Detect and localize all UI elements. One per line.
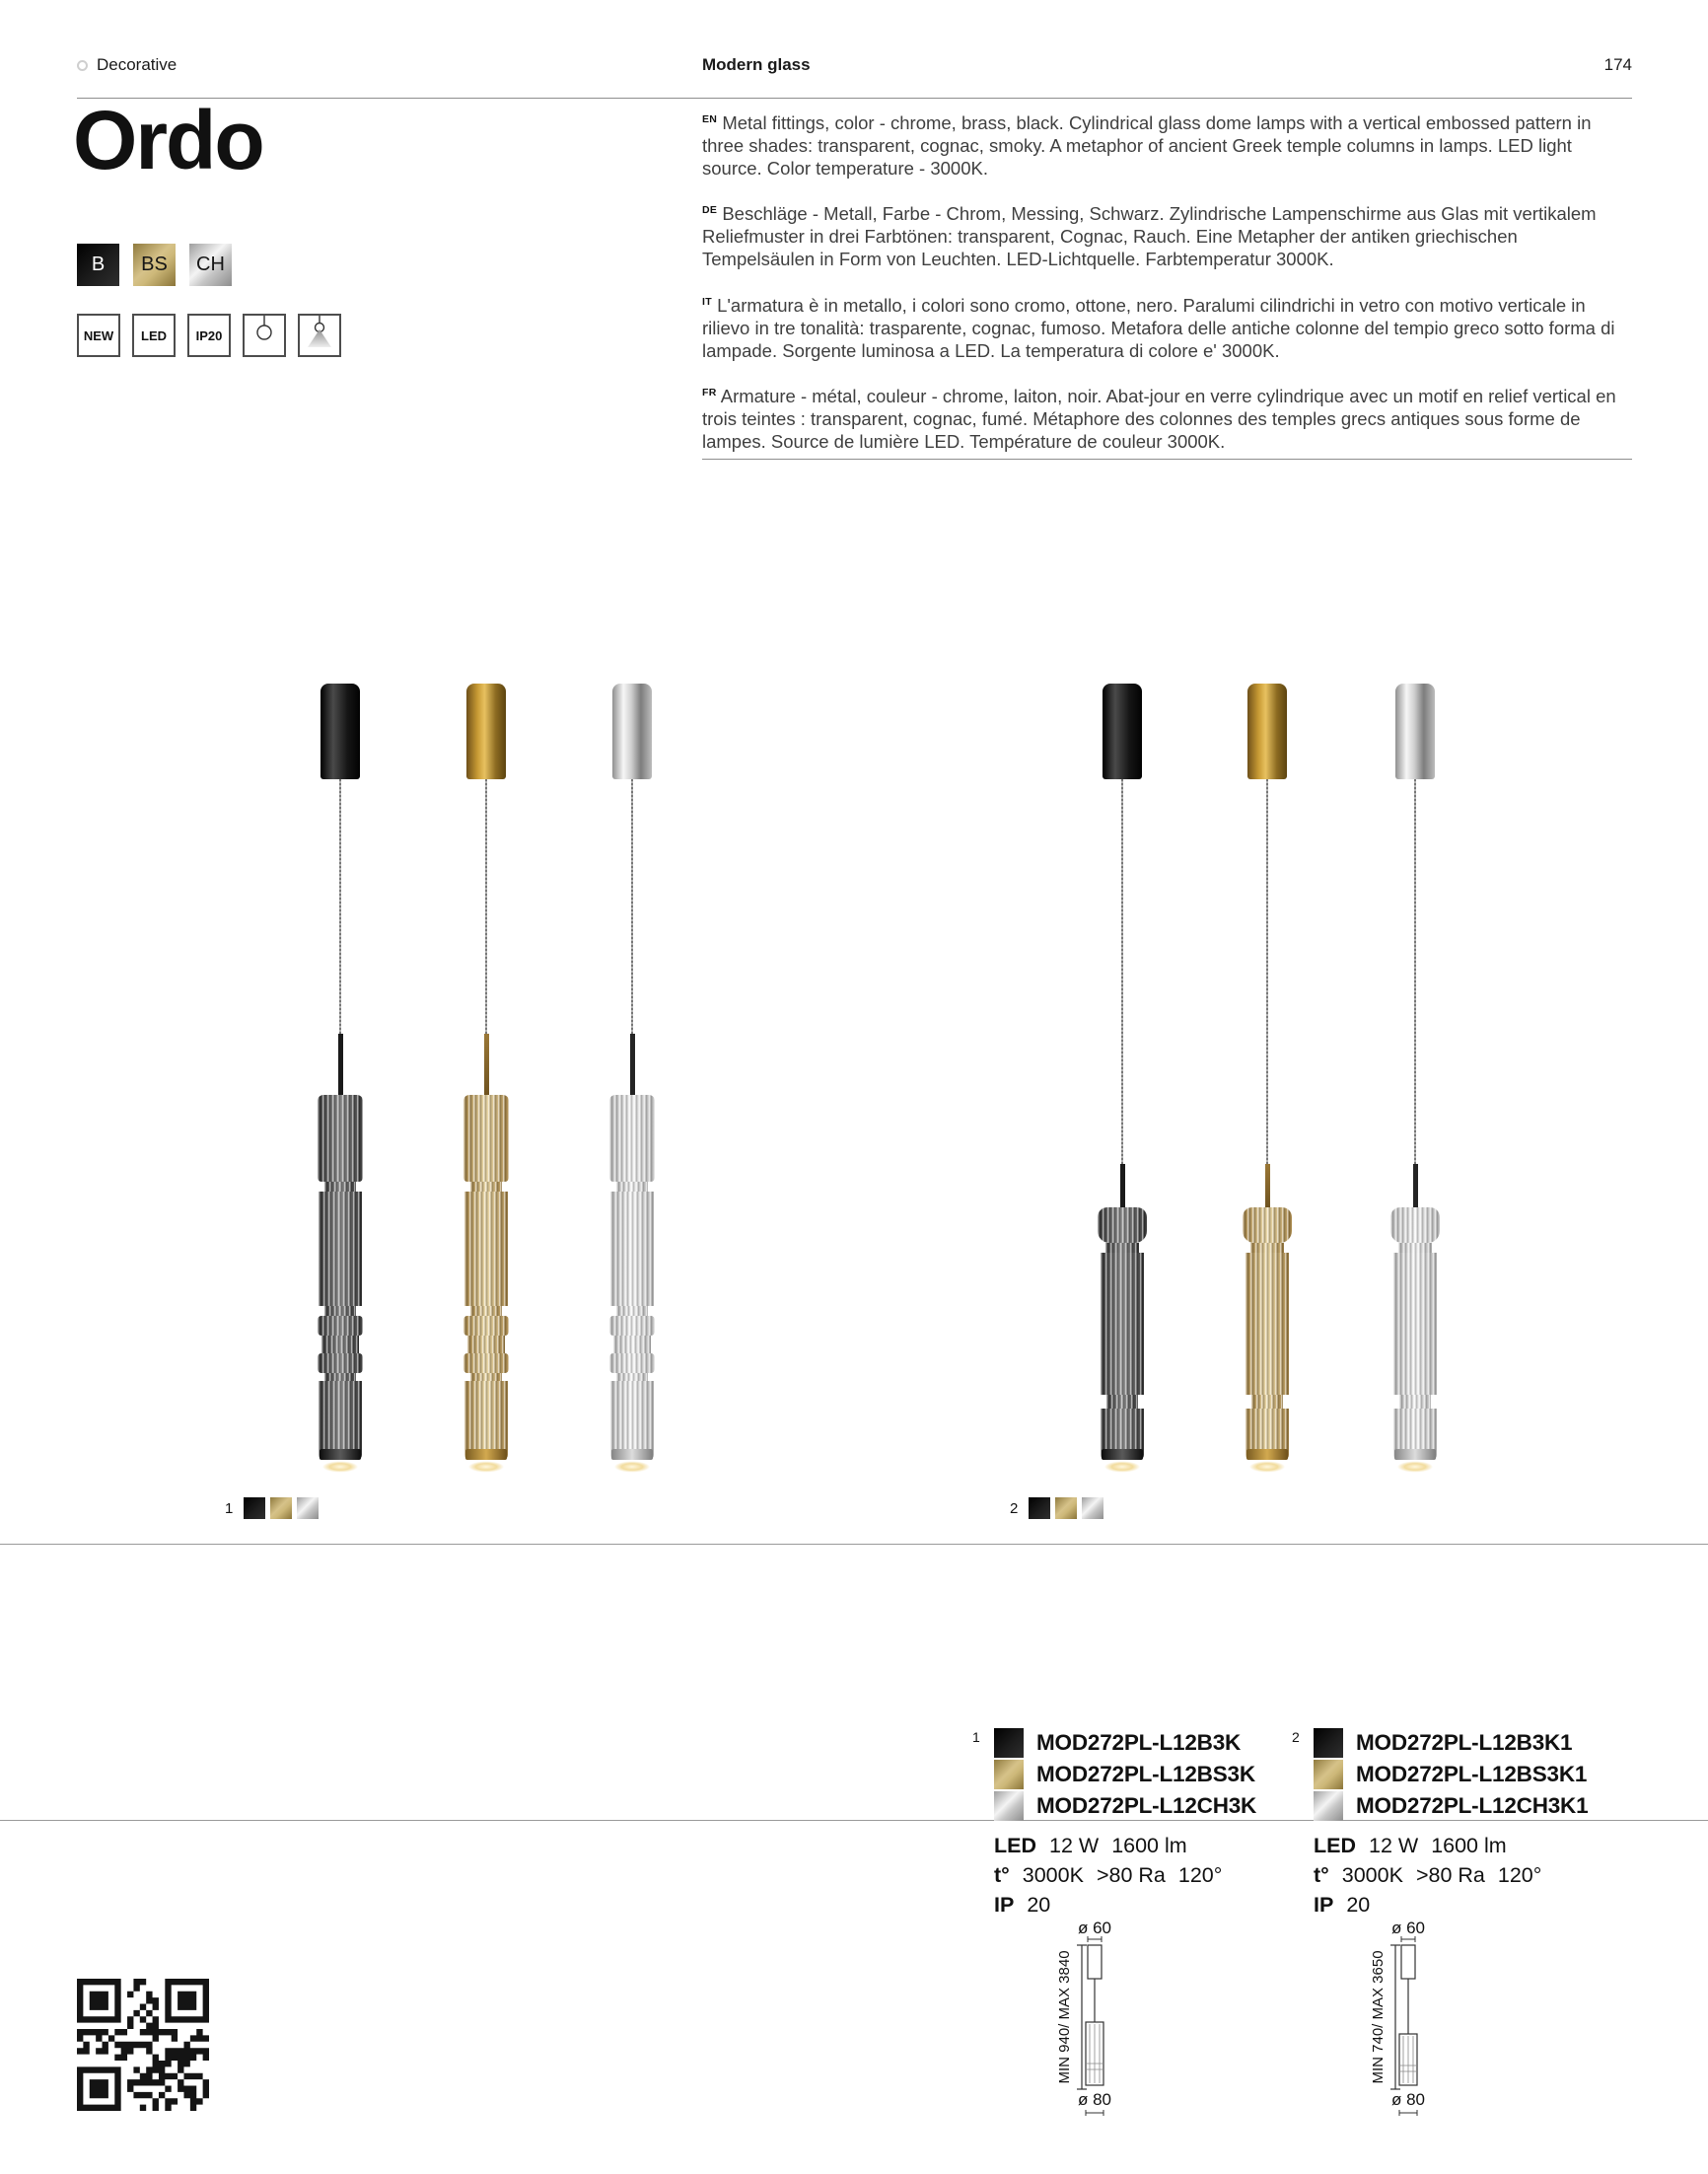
lamp-stem [1265,1164,1270,1207]
code-swatch-black [994,1728,1024,1758]
pendant-lamp-1-black-smoky [316,684,365,1473]
description-text: Beschläge - Metall, Farbe - Chrom, Messing, Schwarz. Zylindrische Lampenschirme aus Glas mit vertikalem Reliefmuster in drei Farbtönen: transparent, Cognac, Rauch. Eine Metapher der antiken griechischen Tempelsäulen in Form von Leuchten. LED-Lichtquelle. Farbtemperatur 3000K. [702,203,1597,270]
listing-1-number: 1 [972,1729,980,1745]
figure-number: 1 [225,1499,234,1517]
code-swatch-black [1314,1728,1343,1758]
lang-tag: IT [702,296,712,308]
lamp-light-glow [613,1461,651,1473]
lang-tag: EN [702,113,718,125]
lamp-glass-shade [316,1095,365,1473]
spec-wattage: 12 W [1369,1834,1419,1857]
header-category [77,55,177,75]
mini-swatch-brass [270,1497,292,1519]
lamp-canopy [1247,684,1287,779]
lamp-cable [1266,779,1268,1164]
lamp-light-glow [1396,1461,1434,1473]
dim-bottom-diameter: ø 80 [1077,2090,1112,2109]
spec-row-led [1314,1831,1541,1860]
spec-label: LED [994,1834,1036,1857]
mini-swatch-brass [1055,1497,1077,1519]
mini-swatch-chrome [297,1497,319,1519]
lamp-glass-shade [1098,1207,1147,1473]
badge-led: LED [132,314,176,357]
spec-label: IP [1314,1893,1334,1917]
spec-row-temp [994,1860,1222,1890]
description-de [702,199,1632,270]
spec-cri: >80 Ra [1096,1863,1166,1887]
lamp-cable [485,779,487,1034]
listing-1-specs [994,1831,1222,1920]
spec-ip: 20 [1027,1893,1051,1917]
lamp-light-glow [1103,1461,1141,1473]
code-row [1314,1791,1588,1821]
code-row [1314,1760,1588,1789]
spec-wattage: 12 W [1049,1834,1100,1857]
pendant-lamp-2-brass-cognac [1243,684,1292,1473]
finish-swatch-chrome [189,244,232,286]
finish-code: BS [141,254,168,275]
product-code: MOD272PL-L12B3K [1036,1730,1242,1755]
header-rule [77,98,1632,99]
description-rule [702,459,1632,460]
description-text: L'armatura è in metallo, i colori sono cromo, ottone, nero. Paralumi cilindrichi in vetro con motivo verticale in rilievo in tre tonalità: trasparente, cognac, fumoso. Metafora delle antiche colonne del tempio greco sotto forma di lampade. Sorgente luminosa a LED. La temperatura di colore e' 3000K. [702,295,1615,362]
spec-cri: >80 Ra [1415,1863,1485,1887]
mini-swatch-chrome [1082,1497,1103,1519]
lamp-light-glow [467,1461,505,1473]
listing-2-specs [1314,1831,1541,1920]
pendant-cone-icon [298,314,341,357]
badge-ip20: IP20 [187,314,231,357]
figure-label-2 [1010,1497,1103,1519]
pendant-lamp-2-black-smoky [1098,684,1147,1473]
page-number: 174 [1603,55,1632,74]
spec-beam: 120° [1497,1863,1542,1887]
finish-swatch-black [77,244,119,286]
pendant-ball-icon [243,314,286,357]
spec-row-temp [1314,1860,1541,1890]
product-code: MOD272PL-L12B3K1 [1356,1730,1573,1755]
category-bullet-icon [77,60,88,71]
lamp-light-glow [1248,1461,1286,1473]
code-swatch-chrome [994,1791,1024,1821]
spec-row-led [994,1831,1222,1860]
dim-top-diameter: ø 60 [1077,1919,1112,1937]
product-code: MOD272PL-L12CH3K [1036,1793,1257,1818]
lang-tag: FR [702,387,717,399]
lamp-light-glow [321,1461,359,1473]
code-row [994,1791,1256,1821]
listing-2-number: 2 [1292,1729,1300,1745]
finish-swatches [77,244,232,286]
figure-number: 2 [1010,1499,1019,1517]
pendant-lamp-1-chrome-transparent [607,684,657,1473]
lang-tag: DE [702,204,718,216]
finish-code: CH [196,254,225,275]
lamp-canopy [1395,684,1435,779]
spec-label: IP [994,1893,1015,1917]
lamp-canopy [320,684,360,779]
code-swatch-brass [994,1760,1024,1789]
figure-label-1 [225,1497,319,1519]
lamp-stem [1413,1164,1418,1207]
category-label: Decorative [97,55,178,74]
spec-lumen: 1600 lm [1111,1834,1187,1857]
dim-suspension-range: MIN 740/ MAX 3650 [1370,1950,1387,2084]
badge-row [77,314,341,357]
code-row [1314,1728,1588,1758]
listing-2-codes [1314,1728,1588,1821]
spec-beam: 120° [1177,1863,1223,1887]
lamp-cable [1414,779,1416,1164]
pendant-lamp-1-brass-cognac [462,684,511,1473]
description-it [702,291,1632,362]
spec-kelvin: 3000K [1341,1863,1403,1887]
description-en [702,109,1632,180]
dim-top-diameter: ø 60 [1390,1919,1426,1937]
spec-kelvin: 3000K [1022,1863,1084,1887]
dim-suspension-range: MIN 940/ MAX 3840 [1056,1950,1073,2084]
lamp-canopy [1103,684,1142,779]
lamp-stem [630,1034,635,1095]
lamp-stem [338,1034,343,1095]
code-swatch-chrome [1314,1791,1343,1821]
lamp-glass-shade [1390,1207,1440,1473]
spec-ip: 20 [1346,1893,1371,1917]
dim-bottom-diameter: ø 80 [1390,2090,1426,2109]
product-code: MOD272PL-L12BS3K [1036,1762,1255,1786]
spec-label: t° [1314,1863,1329,1887]
dimension-diagram-1 [1026,1916,1193,2152]
description-fr [702,382,1632,453]
finish-swatch-brass [133,244,176,286]
lamp-cable [339,779,341,1034]
dimension-diagram-2 [1339,1916,1507,2152]
lamp-glass-shade [462,1095,511,1473]
section-title: Modern glass [702,55,811,74]
code-swatch-brass [1314,1760,1343,1789]
listing-1-codes [994,1728,1256,1821]
description-text: Armature - métal, couleur - chrome, laiton, noir. Abat-jour en verre cylindrique avec un motif en relief vertical en trois teintes : transparent, cognac, fumé. Métaphore des colonnes des temples grecs antiques sous forme de lampes. Source de lumière LED. Température de couleur 3000K. [702,386,1616,453]
pendant-lamp-2-chrome-transparent [1390,684,1440,1473]
section-rule-top [0,1544,1708,1545]
lamp-stem [1120,1164,1125,1207]
spec-label: t° [994,1863,1010,1887]
mini-swatch-black [1029,1497,1050,1519]
qr-code [77,1979,209,2111]
lamp-cable [631,779,633,1034]
code-row [994,1728,1256,1758]
product-code: MOD272PL-L12BS3K1 [1356,1762,1588,1786]
lamp-canopy [466,684,506,779]
spec-label: LED [1314,1834,1356,1857]
product-title: Ordo [73,94,263,186]
spec-lumen: 1600 lm [1431,1834,1507,1857]
badge-new: NEW [77,314,120,357]
finish-code: B [91,254,106,275]
product-code: MOD272PL-L12CH3K1 [1356,1793,1589,1818]
lamp-cable [1121,779,1123,1164]
lamp-glass-shade [607,1095,657,1473]
lamp-stem [484,1034,489,1095]
code-row [994,1760,1256,1789]
lamp-glass-shade [1243,1207,1292,1473]
mini-swatch-black [244,1497,265,1519]
lamp-canopy [612,684,652,779]
description-text: Metal fittings, color - chrome, brass, black. Cylindrical glass dome lamps with a vertical embossed pattern in three shades: transparent, cognac, smoky. A metaphor of ancient Greek temple columns in lamps. LED light source. Color temperature - 3000K. [702,112,1592,180]
